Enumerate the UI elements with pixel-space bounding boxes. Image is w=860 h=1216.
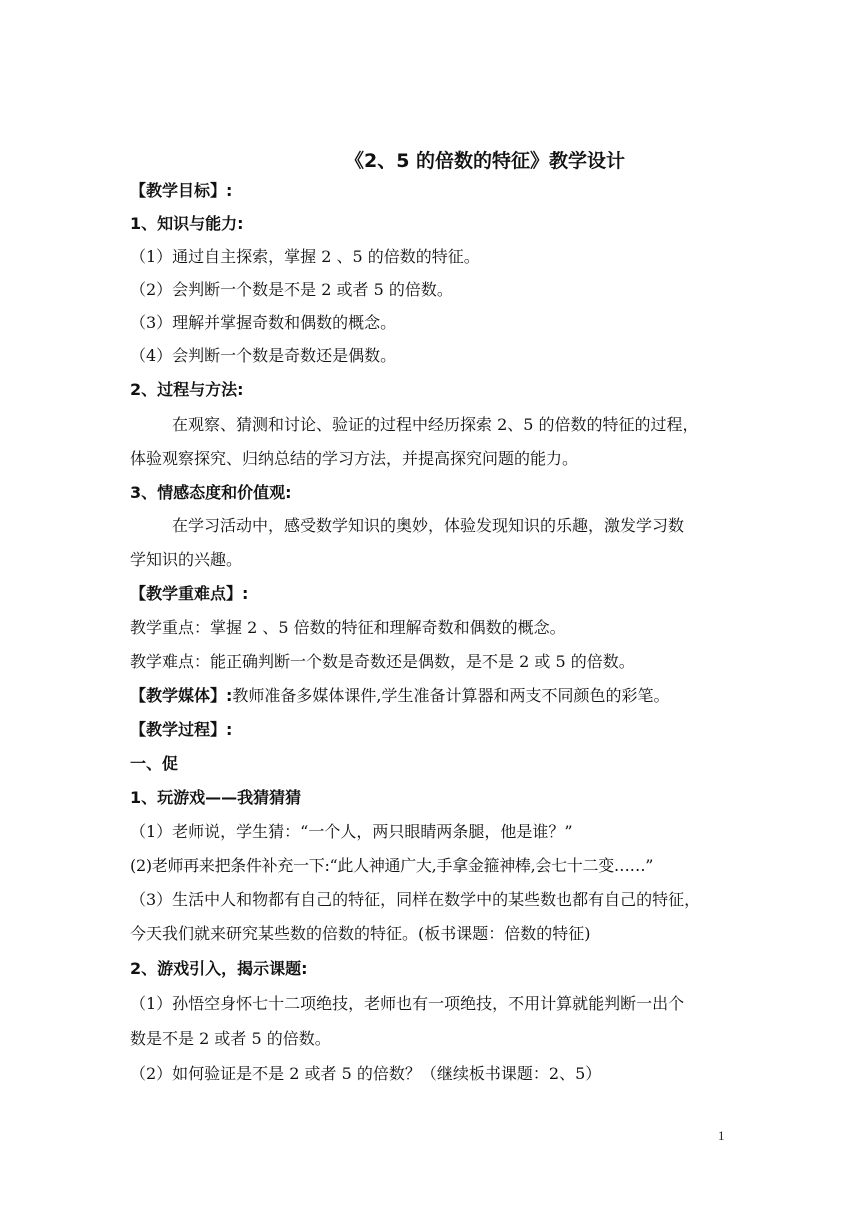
intro-heading: 2、游戏引入，揭示课题:	[130, 959, 308, 978]
paragraph-line: 学知识的兴趣。	[130, 550, 243, 569]
part-1-heading: 一、促	[130, 754, 179, 773]
media-line	[130, 685, 740, 707]
list-item: （2）会判断一个数是不是 2 或者 5 的倍数。	[130, 280, 453, 299]
key-point: 教学重点：掌握 2 、5 倍数的特征和理解奇数和偶数的概念。	[130, 618, 566, 637]
media-text: 教师准备多媒体课件,学生准备计算器和两支不同颜色的彩笔。	[232, 686, 670, 705]
paragraph-line: 在观察、猜测和讨论、验证的过程中经历探索 2、5 的倍数的特征的过程，	[172, 415, 699, 434]
list-item: （1）老师说，学生猜：“一个人，两只眼睛两条腿，他是谁？”	[130, 822, 573, 841]
list-item: （3）生活中人和物都有自己的特征，同样在数学中的某些数也都有自己的特征，	[130, 890, 701, 909]
section-1-heading: 1、知识与能力:	[130, 214, 244, 233]
paragraph-line: 体验观察探究、归纳总结的学习方法，并提高探究问题的能力。	[130, 449, 579, 468]
key-points-heading: 【教学重难点】:	[130, 584, 249, 603]
goals-heading: 【教学目标】:	[130, 181, 233, 200]
difficult-point: 教学难点：能正确判断一个数是奇数还是偶数，是不是 2 或 5 的倍数。	[130, 652, 635, 671]
list-item: （2）如何验证是不是 2 或者 5 的倍数？（继续板书课题：2、5）	[130, 1064, 602, 1083]
list-item: (2)老师再来把条件补充一下:“此人神通广大,手拿金箍神棒,会七十二变……”	[130, 856, 654, 875]
document-title: 《2、5 的倍数的特征》教学设计	[344, 150, 626, 172]
list-item: 今天我们就来研究某些数的倍数的特征。(板书课题：倍数的特征)	[130, 924, 591, 943]
list-item: （3）理解并掌握奇数和偶数的概念。	[130, 313, 397, 332]
paragraph-line: 在学习活动中，感受数学知识的奥妙，体验发现知识的乐趣，激发学习数	[172, 516, 685, 535]
list-item: （4）会判断一个数是奇数还是偶数。	[130, 346, 397, 365]
media-label: 【教学媒体】:	[130, 686, 233, 705]
list-item: （1）通过自主探索，掌握 2 、5 的倍数的特征。	[130, 247, 480, 266]
section-2-heading: 2、过程与方法:	[130, 380, 244, 399]
process-heading: 【教学过程】:	[130, 720, 233, 739]
game-heading: 1、玩游戏——我猜猜猜	[130, 788, 302, 807]
section-3-heading: 3、情感态度和价值观:	[130, 483, 292, 502]
page-number: 1	[718, 1128, 725, 1143]
list-item: （1）孙悟空身怀七十二项绝技，老师也有一项绝技，不用计算就能判断一出个	[130, 994, 685, 1013]
list-item: 数是不是 2 或者 5 的倍数。	[130, 1029, 331, 1048]
